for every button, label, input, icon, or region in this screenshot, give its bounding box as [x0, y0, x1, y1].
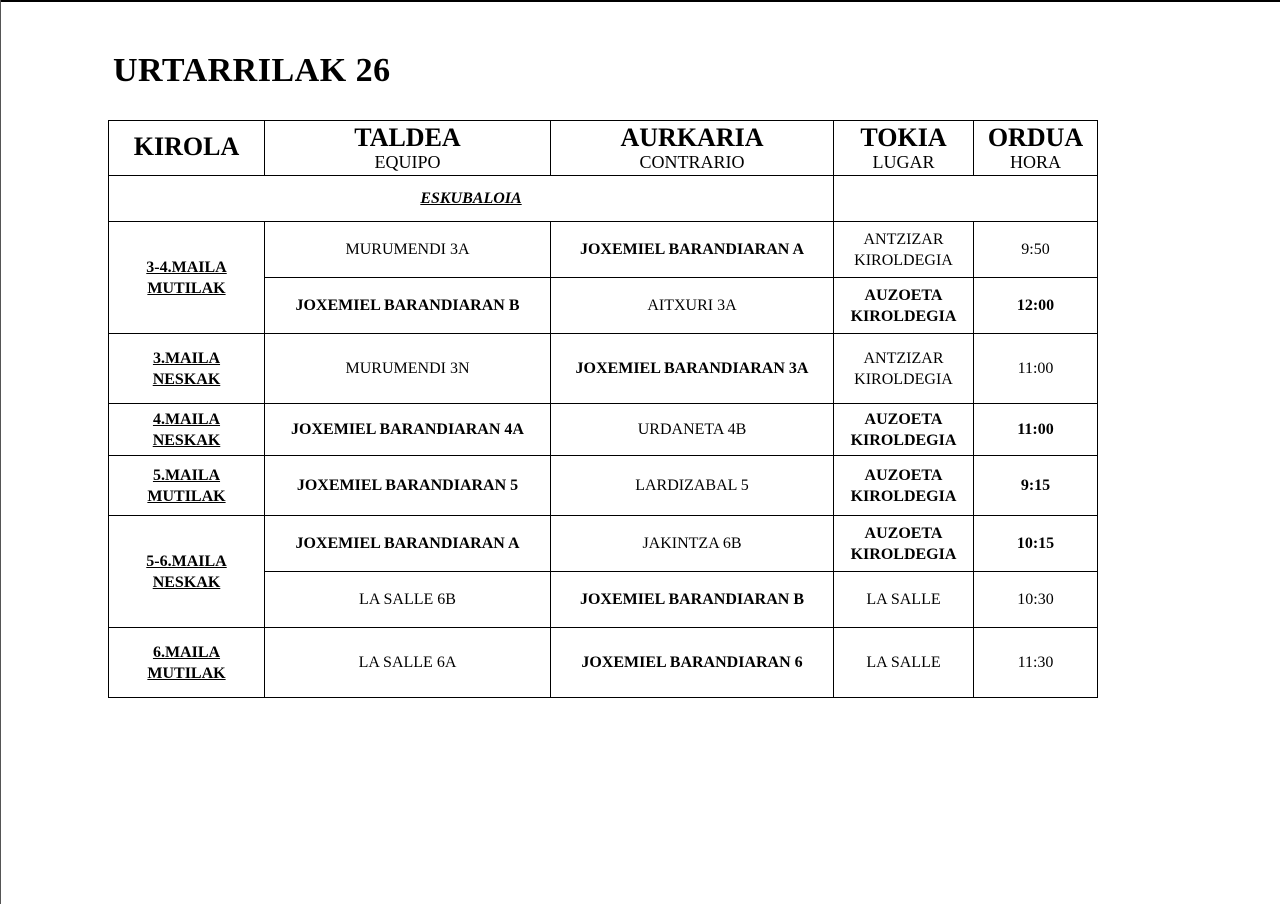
place-cell [834, 516, 974, 572]
table-row [109, 628, 1098, 698]
category-gender: NESKAK [152, 573, 221, 591]
table-row [109, 456, 1098, 516]
table-row [109, 516, 1098, 572]
opponent-cell: JAKINTZA 6B [551, 516, 834, 572]
opponent-cell: URDANETA 4B [551, 404, 834, 456]
header-aurkaria-sub: CONTRARIO [639, 152, 745, 172]
place-line: KIROLDEGIA [850, 545, 957, 563]
header-row [109, 121, 1098, 176]
opponent-cell: JOXEMIEL BARANDIARAN 3A [551, 334, 834, 404]
time-cell: 9:50 [974, 222, 1098, 278]
header-ordua-sub: HORA [1009, 152, 1061, 172]
section-title: ESKUBALOIA [109, 176, 834, 222]
header-tokia-sub: LUGAR [872, 152, 935, 172]
place-line: KIROLDEGIA [850, 431, 957, 449]
place-line: KIROLDEGIA [854, 370, 953, 388]
page-title: URTARRILAK 26 [113, 52, 391, 89]
header-taldea-main: TALDEA [354, 123, 461, 152]
category-cell [109, 334, 265, 404]
opponent-cell: JOXEMIEL BARANDIARAN B [551, 572, 834, 628]
category-level: 4.MAILA [152, 410, 221, 428]
header-taldea [265, 121, 551, 176]
place-line: KIROLDEGIA [850, 487, 957, 505]
header-aurkaria-main: AURKARIA [620, 123, 764, 152]
place-cell [834, 404, 974, 456]
opponent-cell: AITXURI 3A [551, 278, 834, 334]
place-line: AUZOETA [864, 524, 943, 542]
place-line: AUZOETA [864, 286, 943, 304]
header-ordua-main: ORDUA [987, 123, 1084, 152]
opponent-cell: JOXEMIEL BARANDIARAN A [551, 222, 834, 278]
category-gender: MUTILAK [147, 487, 226, 505]
category-cell [109, 404, 265, 456]
schedule-table [108, 120, 1098, 698]
scan-edge-left [0, 0, 1, 904]
category-cell [109, 456, 265, 516]
table-row [109, 334, 1098, 404]
category-gender: MUTILAK [147, 279, 226, 297]
place-cell [834, 456, 974, 516]
section-empty-cell [834, 176, 1098, 222]
section-row [109, 176, 1098, 222]
category-cell [109, 222, 265, 334]
header-ordua [974, 121, 1098, 176]
category-level: 3-4.MAILA [146, 258, 227, 276]
header-aurkaria [551, 121, 834, 176]
place-line: AUZOETA [864, 466, 943, 484]
time-cell: 11:00 [974, 404, 1098, 456]
category-gender: MUTILAK [147, 664, 226, 682]
place-line: KIROLDEGIA [850, 307, 957, 325]
place-line: ANTZIZAR [863, 349, 944, 367]
time-cell: 11:30 [974, 628, 1098, 698]
team-cell: MURUMENDI 3N [265, 334, 551, 404]
category-cell [109, 516, 265, 628]
place-line: ANTZIZAR [863, 230, 944, 248]
time-cell: 9:15 [974, 456, 1098, 516]
time-cell: 10:30 [974, 572, 1098, 628]
team-cell: JOXEMIEL BARANDIARAN 4A [265, 404, 551, 456]
header-kirola-label: KIROLA [133, 131, 240, 161]
category-level: 5-6.MAILA [146, 552, 227, 570]
team-cell: JOXEMIEL BARANDIARAN 5 [265, 456, 551, 516]
header-tokia-main: TOKIA [860, 123, 947, 152]
header-taldea-sub: EQUIPO [374, 152, 441, 172]
time-cell: 10:15 [974, 516, 1098, 572]
time-cell: 12:00 [974, 278, 1098, 334]
team-cell: LA SALLE 6A [265, 628, 551, 698]
category-gender: NESKAK [152, 431, 221, 449]
place-cell [834, 222, 974, 278]
table-row [109, 404, 1098, 456]
place-cell: LA SALLE [834, 572, 974, 628]
place-line: KIROLDEGIA [854, 251, 953, 269]
category-gender: NESKAK [152, 370, 221, 388]
category-level: 5.MAILA [152, 466, 221, 484]
place-cell [834, 278, 974, 334]
team-cell: LA SALLE 6B [265, 572, 551, 628]
place-cell: LA SALLE [834, 628, 974, 698]
time-cell: 11:00 [974, 334, 1098, 404]
place-line: AUZOETA [864, 410, 943, 428]
opponent-cell: JOXEMIEL BARANDIARAN 6 [551, 628, 834, 698]
scan-edge-top [0, 0, 1280, 2]
opponent-cell: LARDIZABAL 5 [551, 456, 834, 516]
header-tokia [834, 121, 974, 176]
category-level: 6.MAILA [152, 643, 221, 661]
team-cell: JOXEMIEL BARANDIARAN B [265, 278, 551, 334]
header-kirola [109, 121, 265, 176]
table-row [109, 222, 1098, 278]
category-cell [109, 628, 265, 698]
team-cell: JOXEMIEL BARANDIARAN A [265, 516, 551, 572]
team-cell: MURUMENDI 3A [265, 222, 551, 278]
place-cell [834, 334, 974, 404]
category-level: 3.MAILA [152, 349, 221, 367]
